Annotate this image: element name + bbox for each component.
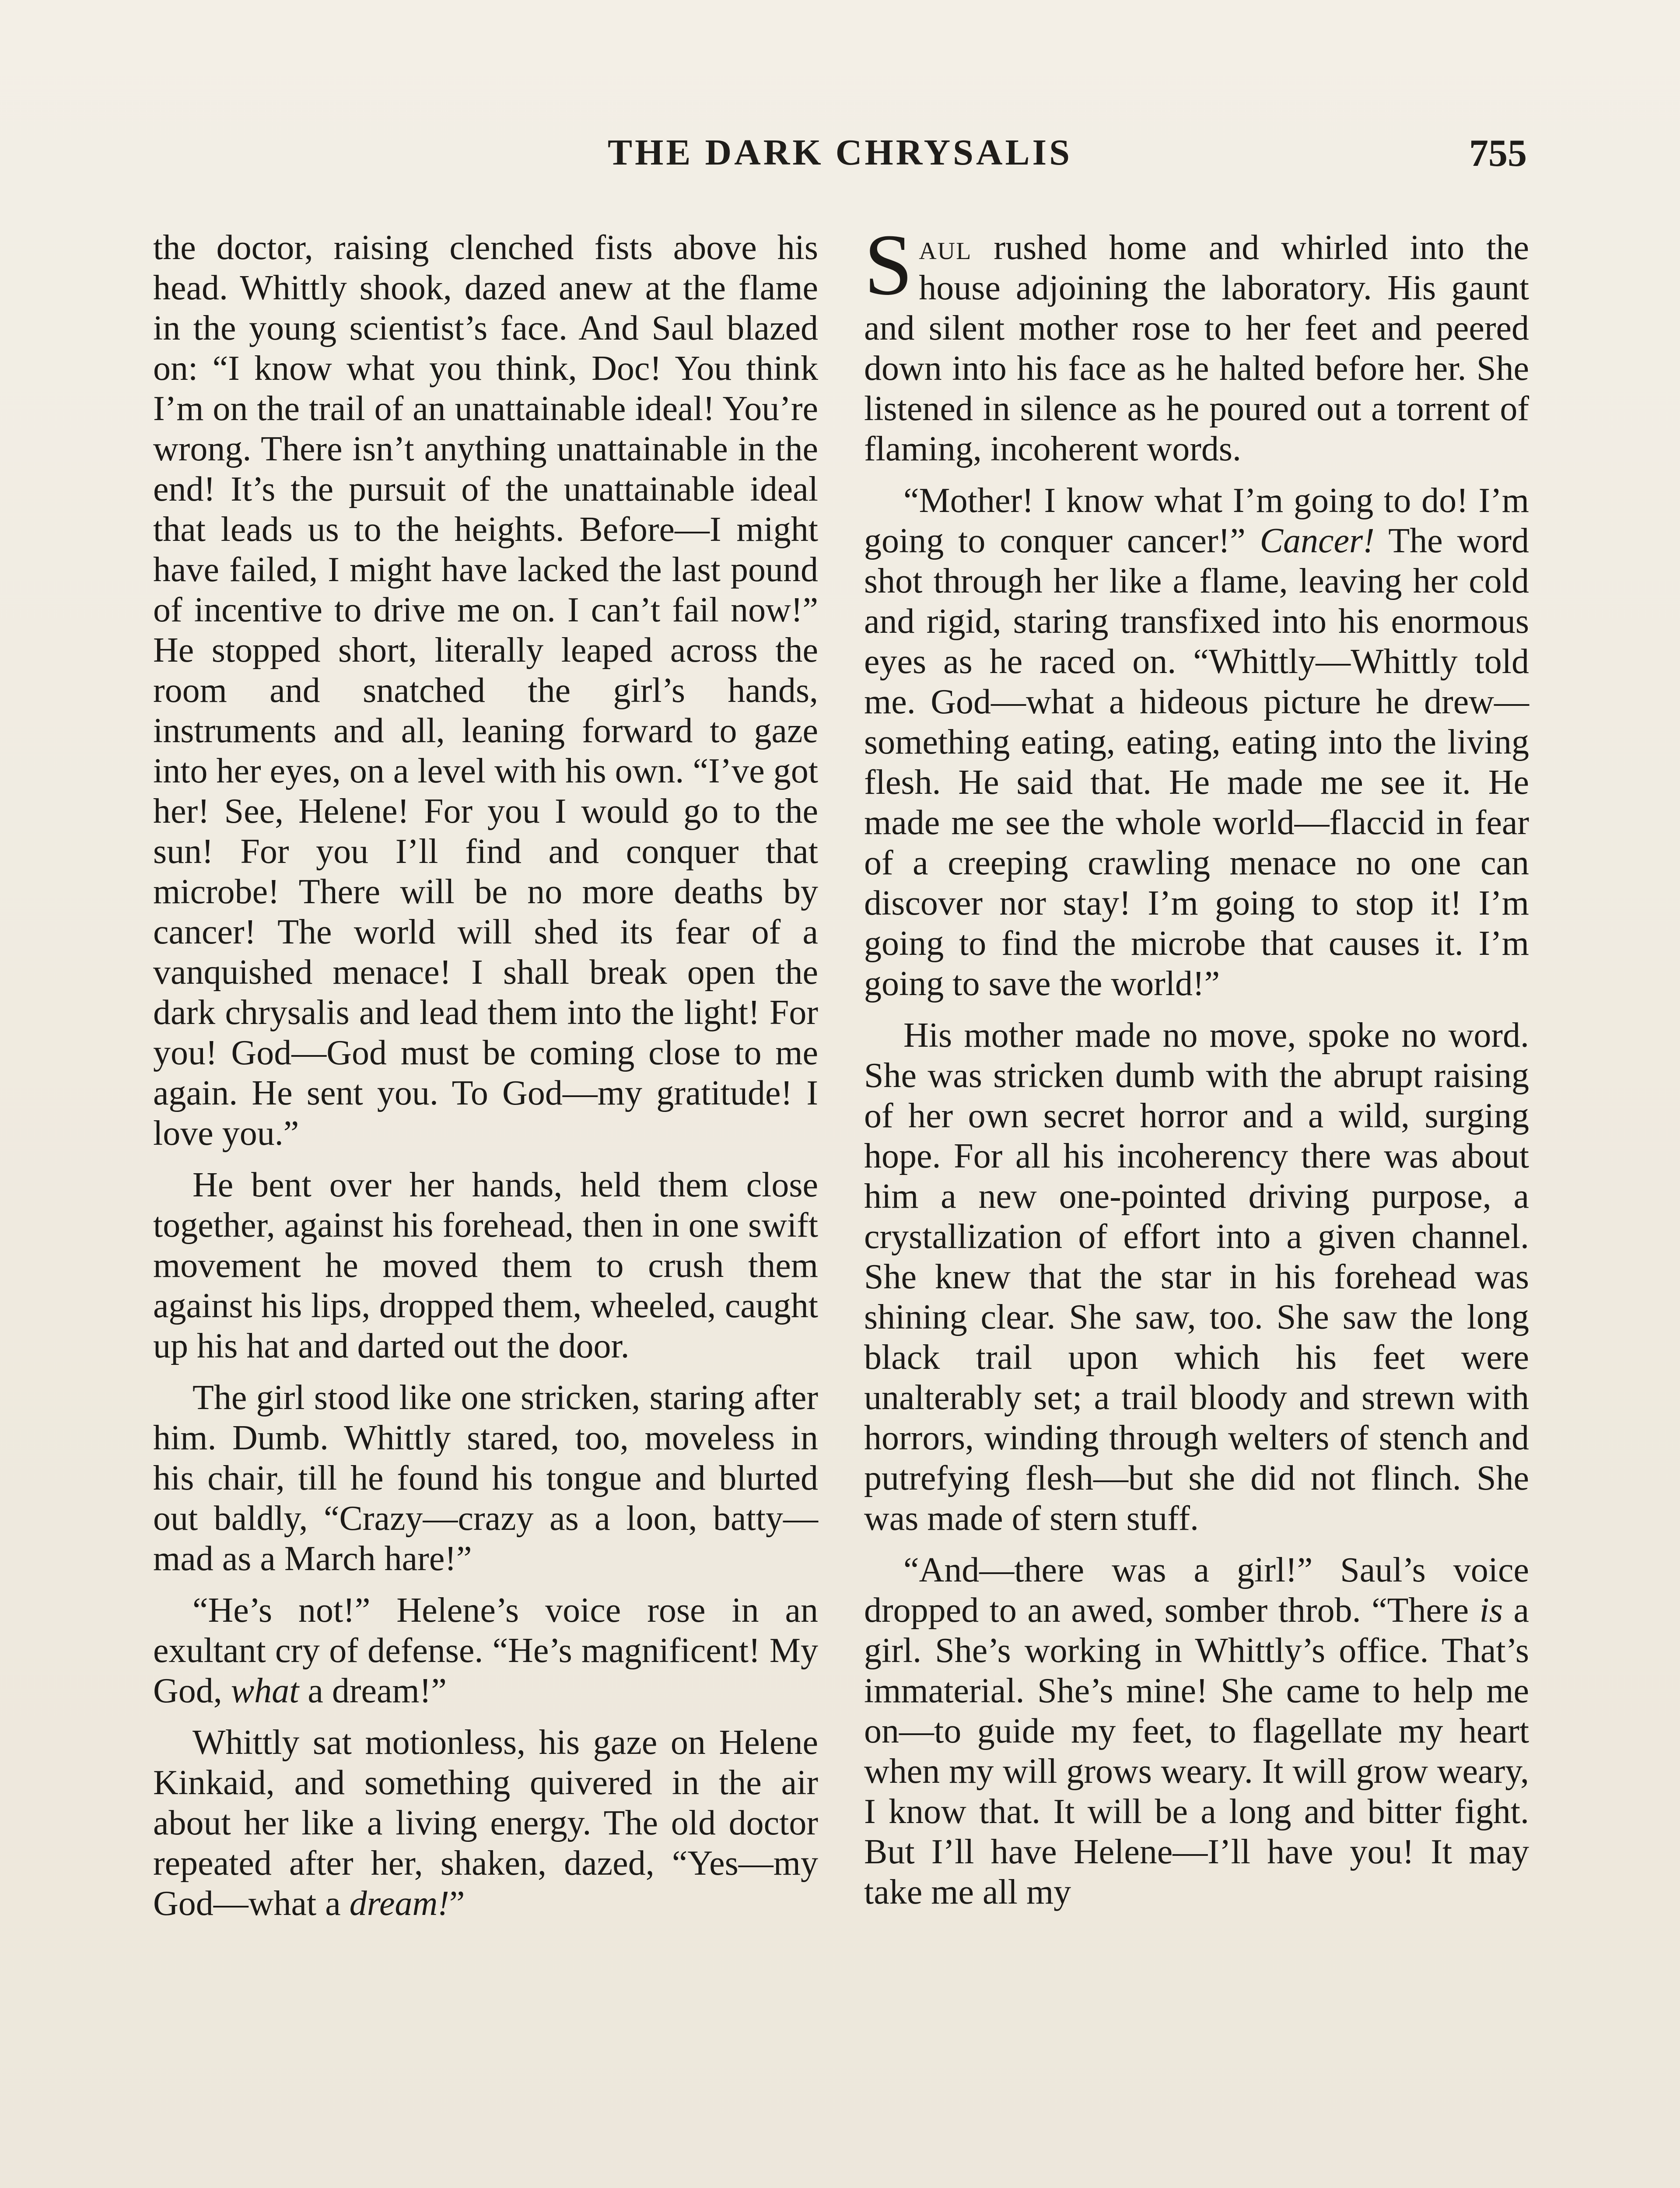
- right-paragraph-4-text-b: a girl. She’s working in Whittly’s office. That’s immaterial. She’s mine! She came to help me on—to guide my feet, to flagellate my heart when my will grows weary. It will grow weary, I know that. It will be a long and bitter fight. But I’ll have Helene—I’ll have you! It may take me all my: [864, 1591, 1529, 1911]
- left-column: [153, 228, 818, 1935]
- drop-cap: S: [864, 217, 913, 313]
- page-header: [153, 131, 1527, 184]
- running-title: THE DARK CHRYSALIS: [608, 132, 1072, 173]
- right-paragraph-2: [864, 480, 1529, 1004]
- right-column: [864, 217, 1529, 1924]
- left-paragraph-4-emphasis: what: [231, 1672, 299, 1710]
- right-paragraph-3: His mother made no move, spoke no word. She was stricken dumb with the abrupt raising of her own secret horror and a wild, surging hope. For all his incoherency there was about him a new one-pointed driving purpose, a crystallization of effort into a given channel. She knew that the star in his forehead was shining clear. She saw, too. She saw the long black trail upon which his feet were unalterably set; a trail bloody and strewn with horrors, winding through welters of stench and putrefying flesh—but she did not flinch. She was made of stern stuff.: [864, 1016, 1529, 1538]
- left-paragraph-1: the doctor, raising clenched fists above his head. Whittly shook, dazed anew at the flame in the young scientist’s face. And Saul blazed on: “I know what you think, Doc! You think I’m on the trail of an unattainable ideal! You’re wrong. There isn’t anything unattainable in the end! It’s the pursuit of the unattainable ideal that leads us to the heights. Before—I might have failed, I might have lacked the last pound of incentive to drive me on. I can’t fail now!” He stopped short, literally leaped across the room and snatched the girl’s hands, instruments and all, leaning forward to gaze into her eyes, on a level with his own. “I’ve got her! See, Helene! For you I would go to the sun! For you I’ll find and conquer that microbe! There will be no more deaths by cancer! The world will shed its fear of a vanquished menace! I shall break open the dark chrysalis and lead them into the light! For you! God—God must be coming close to me again. He sent you. To God—my gratitude! I love you.”: [153, 228, 818, 1153]
- left-paragraph-4: [153, 1590, 818, 1711]
- left-paragraph-5-emphasis: dream!: [349, 1884, 449, 1923]
- right-paragraph-4-emphasis: is: [1479, 1591, 1503, 1630]
- right-paragraph-4: [864, 1550, 1529, 1912]
- right-paragraph-1: [864, 217, 1529, 469]
- left-paragraph-3: The girl stood like one stricken, staring after him. Dumb. Whittly stared, too, moveless in his chair, till he found his tongue and blurted out baldly, “Crazy—crazy as a loon, batty—mad as a March hare!”: [153, 1378, 818, 1578]
- right-paragraph-2-text-b: The word shot through her like a flame, leaving her cold and rigid, staring transfixed into his enormous eyes as he raced on. “Whittly—Whittly told me. God—what a hideous picture he drew—something eating, eating, eating into the living flesh. He said that. He made me see it. He made me see the whole world—flaccid in fear of a creeping crawling menace no one can discover nor stay! I’m going to stop it! I’m going to find the microbe that causes it. I’m going to save the world!”: [864, 522, 1529, 1003]
- right-paragraph-4-text-a: “And—there was a girl!” Saul’s voice dropped to an awed, somber throb. “There: [864, 1551, 1529, 1630]
- left-paragraph-5-text-b: ”: [449, 1884, 465, 1923]
- right-paragraph-1-smallcaps: aul: [919, 228, 972, 267]
- left-paragraph-5: [153, 1722, 818, 1924]
- left-paragraph-5-text-a: Whittly sat motionless, his gaze on Helene Kinkaid, and something quivered in the air about her like a living energy. The old doctor repeated after her, shaken, dazed, “Yes—my God—what a: [153, 1723, 818, 1923]
- page-number: 755: [1469, 132, 1527, 175]
- right-paragraph-2-emphasis: Cancer!: [1260, 522, 1375, 560]
- left-paragraph-2: He bent over her hands, held them close together, against his forehead, then in one swift movement he moved them to crush them against his lips, dropped them, wheeled, caught up his hat and darted out the door.: [153, 1166, 818, 1365]
- left-paragraph-4-text-a: “He’s not!” Helene’s voice rose in an exultant cry of defense. “He’s magnificent! My God,: [153, 1591, 818, 1710]
- right-paragraph-1-text: rushed home and whirled into the house adjoining the laboratory. His gaunt and silent mother rose to her feet and peered down into his face as he halted before her. She listened in silence as he poured out a torrent of flaming, incoherent words.: [864, 228, 1529, 468]
- left-paragraph-4-text-b: a dream!”: [299, 1672, 447, 1710]
- right-paragraph-2-text-a: “Mother! I know what I’m going to do! I’m going to conquer cancer!”: [864, 481, 1529, 560]
